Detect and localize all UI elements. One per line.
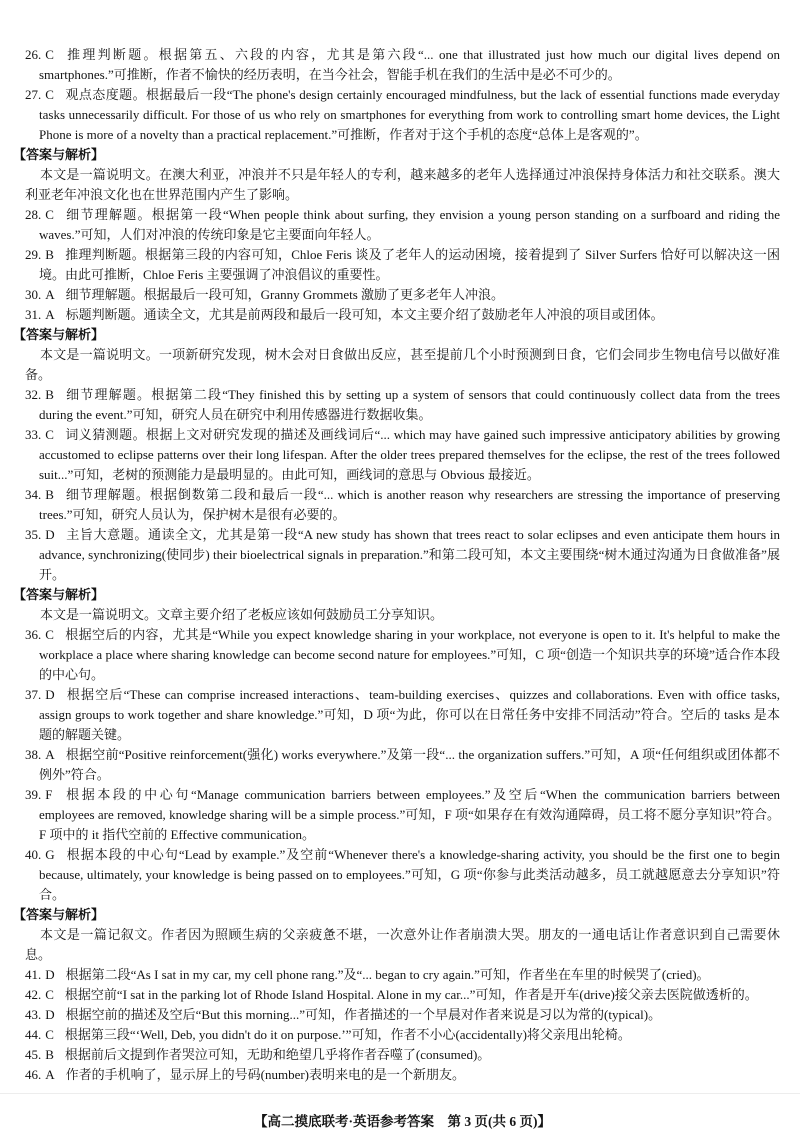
answer-letter: C	[45, 987, 54, 1002]
answer-letter: A	[45, 307, 55, 322]
item-text: 主旨大意题。通读全文，尤其是第一段“A new study has shown that trees react to solar eclipses and even anticipate them hours in advance, synchronizing(使同步) their bioelectrical signals in preparation.”和第二段可知，本文主要围绕“树木通过沟通为日食做准备”展开。	[39, 527, 780, 582]
question-number: 34.	[25, 487, 42, 502]
question-number: 26.	[25, 47, 42, 62]
question-number: 36.	[25, 627, 42, 642]
question-number: 44.	[25, 1027, 42, 1042]
item-text: 根据前后文提到作者哭泣可知，无助和绝望几乎将作者吞噬了(consumed)。	[64, 1047, 491, 1062]
answer-item	[25, 1005, 780, 1025]
answer-item	[25, 1025, 780, 1045]
answer-letter: B	[45, 247, 54, 262]
answer-letter: C	[45, 1027, 54, 1042]
question-number: 27.	[25, 87, 42, 102]
answer-item	[25, 285, 780, 305]
item-text: 细节理解题。根据第二段“They finished this by setting up a system of sensors that could continuously collect data from the trees during the event.”可知，研究人员在研究中利用传感器进行数据收集。	[39, 387, 780, 422]
question-number: 33.	[25, 427, 42, 442]
answer-letter: C	[45, 427, 54, 442]
answer-letter: A	[45, 287, 55, 302]
item-text: 观点态度题。根据最后一段“The phone's design certainly encouraged mindfulness, but the lack of essential functions made everyday tasks unnecessarily difficult. For those of us who rely on smartphones for everything from work to controlling smart home devices, the Light Phone is more of a novelty than a practical replacement.”可推断，作者对于这个手机的态度“总体上是客观的”。	[39, 87, 780, 142]
answer-item	[25, 625, 780, 685]
question-number: 42.	[25, 987, 42, 1002]
answer-letter: C	[45, 47, 54, 62]
item-text: 细节理解题。根据最后一段可知，Granny Grommets 激励了更多老年人冲浪。	[65, 287, 505, 302]
answer-letter: A	[45, 747, 55, 762]
item-text: 标题判断题。通读全文，尤其是前两段和最后一段可知，本文主要介绍了鼓励老年人冲浪的项目或团体。	[65, 307, 664, 322]
question-number: 28.	[25, 207, 42, 222]
item-text: 根据本段的中心句“Manage communication barriers between employees.”及空后“When the communication barriers between employees are removed, knowledge sharing will be a simple process.”可知，F 项“如果存在有效沟通障碍，员工将不愿分享知识”符合。F 项中的 it 指代空前的 Effective communication。	[39, 787, 780, 842]
question-number: 31.	[25, 307, 42, 322]
answer-letter: B	[45, 487, 54, 502]
answer-item	[25, 205, 780, 245]
answer-item	[25, 425, 780, 485]
answer-letter: C	[45, 627, 54, 642]
item-text: 根据空后“These can comprise increased interactions、team-building exercises、quizzes and collaborations. Even with office tasks, assign groups to work together and share knowledge.”可知，D 项“为此，你可以在日常任务中安排不同活动”符合。空后的 tasks 是本题的解题关键。	[39, 687, 780, 742]
answer-letter: G	[45, 847, 55, 862]
answer-letter: B	[45, 1047, 54, 1062]
question-number: 40.	[25, 847, 42, 862]
answer-letter: C	[45, 207, 54, 222]
answer-letter: C	[45, 87, 54, 102]
item-text: 根据本段的中心句“Lead by example.”及空前“Whenever there's a knowledge-sharing activity, you should be the first one to begin because, ultimately, your knowledge is being passed on to employees.”可知，G 项“你参与此类活动越多，员工就越愿意去分享知识”符合。	[39, 847, 780, 902]
answer-item	[25, 985, 780, 1005]
item-text: 根据空前“I sat in the parking lot of Rhode Island Hospital. Alone in my car...”可知，作者是开车(drive)接父亲去医院做透析的。	[64, 987, 758, 1002]
item-text: 推理判断题。根据第五、六段的内容，尤其是第六段“... one that illustrated just how much our digital lives depend on smartphones.”可推断，作者不愉快的经历表明，在当今社会，智能手机在我们的生活中是必不可少的。	[39, 47, 780, 82]
answer-letter: D	[45, 1007, 55, 1022]
item-text: 根据空后的内容，尤其是“While you expect knowledge sharing in your workplace, not everyone is open to it. It's helpful to make the workplace a place where sharing knowledge can become second nature for employees.”可知，C 项“创造一个知识共享的环境”适合作本段的中心句。	[39, 627, 780, 682]
section-intro: 本文是一篇记叙文。作者因为照顾生病的父亲疲惫不堪，一次意外让作者崩溃大哭。朋友的一通电话让作者意识到自己需要休息。	[25, 927, 780, 962]
answer-item	[25, 845, 780, 905]
question-number: 41.	[25, 967, 42, 982]
answer-item	[25, 245, 780, 285]
page-footer	[25, 1112, 780, 1131]
answer-letter: D	[45, 687, 55, 702]
answer-item	[25, 1045, 780, 1065]
item-text: 推理判断题。根据第三段的内容可知，Chloe Feris 谈及了老年人的运动困境，接着提到了 Silver Surfers 恰好可以解决这一困境。由此可推断，Chloe Feris 主要强调了冲浪倡议的重要性。	[39, 247, 780, 282]
item-text: 作者的手机响了，显示屏上的号码(number)表明来电的是一个新朋友。	[65, 1067, 466, 1082]
item-text: 根据第三段“‘Well, Deb, you didn't do it on purpose.’”可知，作者不小心(accidentally)将父亲甩出轮椅。	[64, 1027, 631, 1042]
question-number: 46.	[25, 1067, 42, 1082]
answer-letter: D	[45, 527, 55, 542]
answer-letter: B	[45, 387, 54, 402]
answer-item	[25, 485, 780, 525]
section-intro: 本文是一篇说明文。在澳大利亚，冲浪并不只是年轻人的专利，越来越多的老年人选择通过冲浪保持身体活力和社交联系。澳大利亚老年冲浪文化也在世界范围内产生了影响。	[25, 167, 780, 202]
answer-item	[25, 305, 780, 325]
section-intro: 本文是一篇说明文。文章主要介绍了老板应该如何鼓励员工分享知识。	[40, 607, 444, 622]
answer-letter: A	[45, 1067, 55, 1082]
question-number: 37.	[25, 687, 42, 702]
question-number: 32.	[25, 387, 42, 402]
answer-item	[25, 1065, 780, 1085]
answer-item	[25, 45, 780, 85]
answer-content	[13, 45, 780, 1085]
answer-item	[25, 685, 780, 745]
question-number: 39.	[25, 787, 42, 802]
item-text: 根据空前的描述及空后“But this morning...”可知，作者描述的一个早晨对作者来说是习以为常的(typical)。	[65, 1007, 662, 1022]
section-header: 【答案与解析】	[13, 587, 105, 602]
answer-item	[25, 745, 780, 785]
footer-text: 【高二摸底联考·英语参考答案 第 3 页(共 6 页)】	[254, 1114, 551, 1129]
question-number: 45.	[25, 1047, 42, 1062]
section-header: 【答案与解析】	[13, 147, 105, 162]
scan-artifact-line	[0, 1093, 800, 1094]
section-header: 【答案与解析】	[13, 327, 105, 342]
question-number: 43.	[25, 1007, 42, 1022]
section-header: 【答案与解析】	[13, 907, 105, 922]
answer-item	[25, 965, 780, 985]
answer-letter: D	[45, 967, 55, 982]
answer-item	[25, 525, 780, 585]
answer-item	[25, 785, 780, 845]
item-text: 根据空前“Positive reinforcement(强化) works everywhere.”及第一段“... the organization suffers.”可知，A 项“任何组织或团体都不例外”符合。	[39, 747, 780, 782]
answer-item	[25, 85, 780, 145]
question-number: 38.	[25, 747, 42, 762]
item-text: 根据第二段“As I sat in my car, my cell phone rang.”及“... began to cry again.”可知，作者坐在车里的时候哭了(cried)。	[65, 967, 710, 982]
item-text: 细节理解题。根据倒数第二段和最后一段“... which is another reason why researchers are stressing the importance of preserving trees.”可知，研究人员认为，保护树木是很有必要的。	[39, 487, 780, 522]
answer-item	[25, 385, 780, 425]
question-number: 29.	[25, 247, 42, 262]
question-number: 35.	[25, 527, 42, 542]
question-number: 30.	[25, 287, 42, 302]
item-text: 词义猜测题。根据上文对研究发现的描述及画线词后“... which may have gained such impressive anticipatory abilities by growing accustomed to eclipse patterns over their long lifespan. After the older trees prepared themselves for the eclipse, the rest of the trees followed suit...”可知，老树的预测能力是最明显的。由此可知，画线词的意思与 Obvious 最接近。	[39, 427, 780, 482]
item-text: 细节理解题。根据第一段“When people think about surfing, they envision a young person standing on a surfboard and riding the waves.”可知，人们对冲浪的传统印象是它主要面向年轻人。	[39, 207, 780, 242]
section-intro: 本文是一篇说明文。一项新研究发现，树木会对日食做出反应，甚至提前几个小时预测到日食，它们会同步生物电信号以做好准备。	[25, 347, 780, 382]
answer-letter: F	[45, 787, 53, 802]
